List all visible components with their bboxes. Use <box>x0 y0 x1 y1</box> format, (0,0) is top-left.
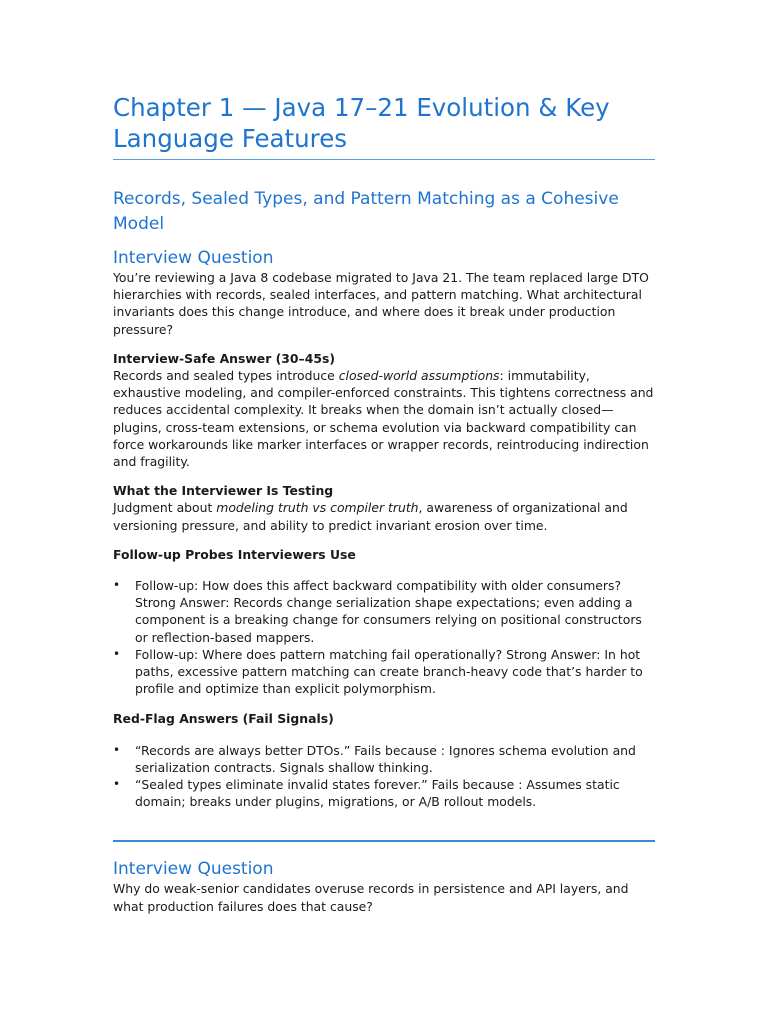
testing-text <box>113 499 655 533</box>
bullet-icon: • <box>113 646 121 661</box>
chapter-title: Chapter 1 — Java 17–21 Evolution & Key Language Features <box>113 93 610 153</box>
bullet-icon: • <box>113 742 121 757</box>
section-divider <box>113 840 655 842</box>
red-flags-list <box>113 742 655 811</box>
interview-question-text: Why do weak-senior candidates overuse records in persistence and API layers, and what production failures does that cause? <box>113 881 629 914</box>
section-title: Records, Sealed Types, and Pattern Matching as a Cohesive Model <box>113 189 619 234</box>
list-item <box>113 577 655 646</box>
red-flag-text: “Records are always better DTOs.” Fails because : Ignores schema evolution and serialization contracts. Signals shallow thinking. <box>135 742 636 775</box>
probe-text: Follow-up: Where does pattern matching fail operationally? Strong Answer: In hot paths, excessive pattern matching can create branch-heavy code that’s harder to profile and optimize than explicit polymorphism. <box>135 646 643 697</box>
safe-answer-emphasis: closed-world assumptions <box>338 368 500 384</box>
safe-answer-heading: Interview-Safe Answer (30–45s) <box>113 350 336 366</box>
title-divider <box>113 159 655 160</box>
list-item <box>113 742 655 776</box>
testing-heading: What the Interviewer Is Testing <box>113 483 334 499</box>
safe-answer-text <box>113 367 655 470</box>
safe-answer-text-start: Records and sealed types introduce <box>113 368 339 384</box>
probes-heading: Follow-up Probes Interviewers Use <box>113 546 356 562</box>
safe-answer-text-end: : immutability, exhaustive modeling, and compiler-enforced constraints. This tightens correctness and reduces accidental complexity. It breaks when the domain isn’t actually closed—plugins, cross-team extensions, or schema evolution via backward compatibility can force workarounds like marker interfaces or wrapper records, reintroducing indirection and fragility. <box>113 368 654 470</box>
bullet-icon: • <box>113 578 121 593</box>
interview-question-heading: Interview Question <box>113 859 274 880</box>
list-item <box>113 776 655 810</box>
list-item <box>113 646 655 698</box>
interview-question-heading: Interview Question <box>113 248 274 268</box>
document-page <box>113 92 655 915</box>
interview-question-text: You’re reviewing a Java 8 codebase migrated to Java 21. The team replaced large DTO hierarchies with records, sealed interfaces, and pattern matching. What architectural invariants does this change introduce, and where does it break under production pressure? <box>113 270 649 337</box>
bullet-icon: • <box>113 777 121 792</box>
testing-text-end: , awareness of organizational and versioning pressure, and ability to predict invariant erosion over time. <box>113 500 628 533</box>
probe-text: Follow-up: How does this affect backward compatibility with older consumers? Strong Answer: Records change serialization shape expectations; even adding a component is a breaking change for consumers relying on positional constructors or reflection-based mappers. <box>135 578 642 645</box>
testing-text-start: Judgment about <box>113 500 217 516</box>
red-flag-text: “Sealed types eliminate invalid states forever.” Fails because : Assumes static domain; breaks under plugins, migrations, or A/B rollout models. <box>135 777 620 810</box>
testing-emphasis: modeling truth vs compiler truth <box>216 500 419 516</box>
red-flags-heading: Red-Flag Answers (Fail Signals) <box>113 711 334 727</box>
probes-list <box>113 577 655 697</box>
